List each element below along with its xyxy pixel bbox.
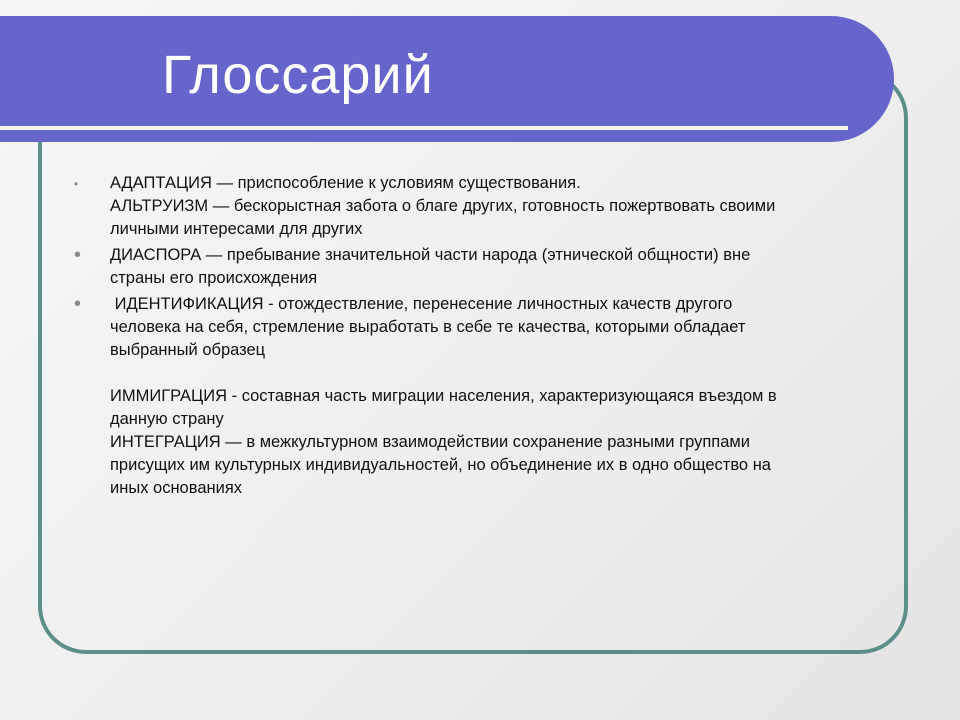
paragraph-gap — [110, 362, 874, 385]
glossary-entry-identification-immigration-integration — [74, 293, 874, 500]
entry-line: выбранный образец — [110, 341, 266, 359]
bullet-icon: • — [74, 293, 82, 315]
slide-title: Глоссарий — [162, 45, 434, 105]
glossary-body — [74, 172, 874, 500]
entry-line: личными интересами для других — [110, 220, 363, 238]
entry-line: ИДЕНТИФИКАЦИЯ - отождествление, перенесение личностных качеств другого — [110, 295, 733, 313]
entry-line: человека на себя, стремление выработать в себе те качества, которыми обладает — [110, 318, 746, 336]
entry-line: АДАПТАЦИЯ — приспособление к условиям существования. — [110, 174, 581, 192]
title-banner — [0, 16, 894, 142]
bullet-icon: • — [74, 244, 82, 266]
entry-line: АЛЬТРУИЗМ — бескорыстная забота о благе других, готовность пожертвовать своими — [110, 197, 776, 215]
entry-line: страны его происхождения — [110, 269, 318, 287]
glossary-entry-diaspora — [74, 244, 874, 290]
entry-line: иных основаниях — [110, 479, 243, 497]
entry-line: ИММИГРАЦИЯ - составная часть миграции населения, характеризующаяся въездом в — [110, 387, 777, 405]
glossary-entry-adaptation-altruism — [74, 172, 874, 241]
entry-line: ИНТЕГРАЦИЯ — в межкультурном взаимодействии сохранение разными группами — [110, 433, 750, 451]
title-underline — [0, 126, 848, 130]
entry-line: данную страну — [110, 410, 224, 428]
entry-line: присущих им культурных индивидуальностей, но объединение их в одно общество на — [110, 456, 771, 474]
bullet-icon: • — [74, 177, 79, 191]
entry-line: ДИАСПОРА — пребывание значительной части народа (этнической общности) вне — [110, 246, 751, 264]
